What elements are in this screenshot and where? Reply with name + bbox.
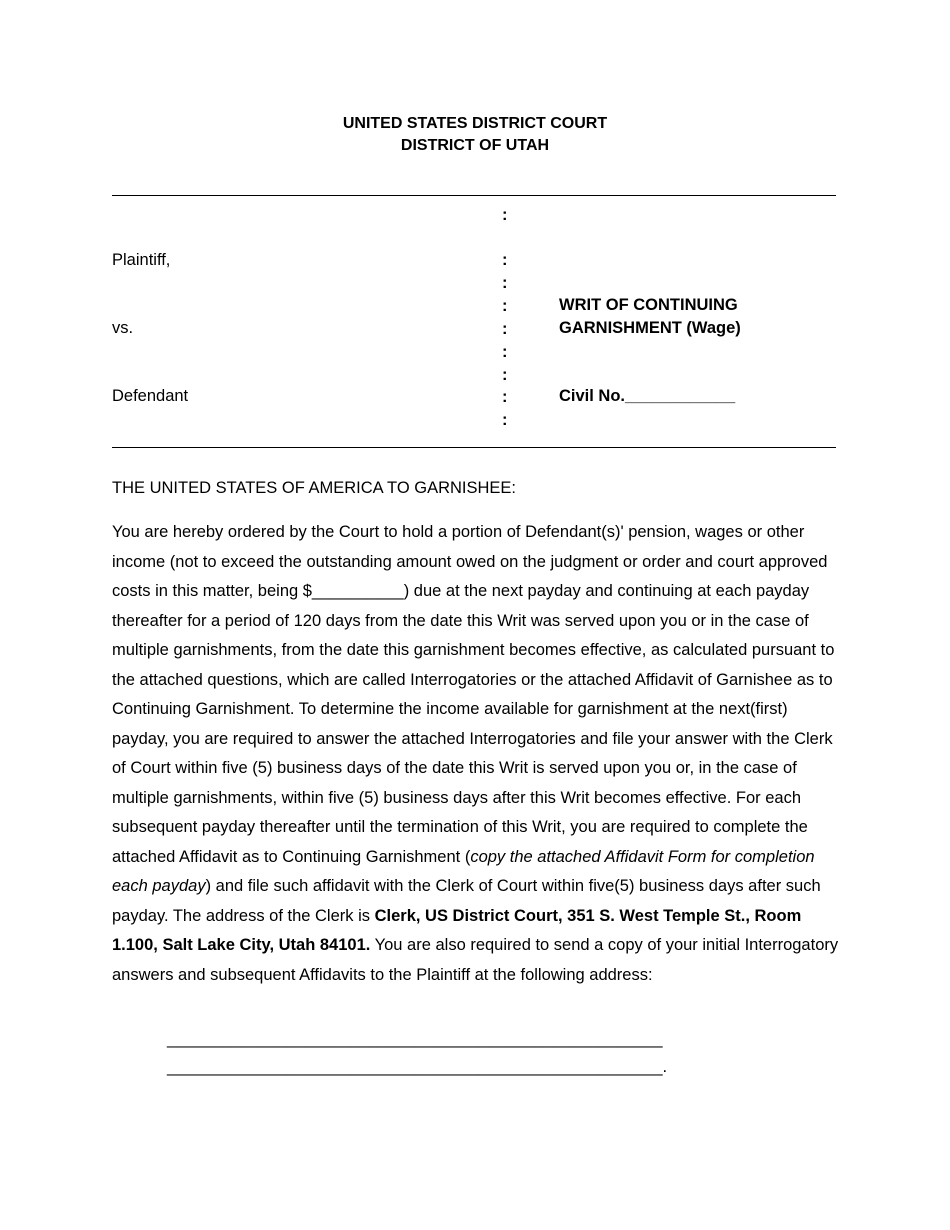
district-name: DISTRICT OF UTAH (400, 137, 550, 154)
court-name: UNITED STATES DISTRICT COURT (342, 115, 608, 132)
caption-separator: : (502, 388, 508, 406)
plaintiff-address-line: ______________________________________________________ (167, 1030, 663, 1048)
caption-top-rule (112, 195, 836, 196)
writ-title-line2: GARNISHMENT (Wage) (559, 319, 741, 337)
vs-label: vs. (112, 319, 134, 337)
caption-separator: : (502, 297, 508, 315)
plaintiff-label: Plaintiff, (112, 251, 171, 269)
writ-paragraph (112, 518, 842, 990)
paragraph-text: You are also required to send a copy of your initial Interrogatory answers and subsequent Affidavits to the Plaintiff at the following address: (112, 936, 839, 984)
civil-number-field: Civil No.____________ (559, 387, 736, 405)
caption-separator: : (502, 343, 508, 361)
writ-title-line1: WRIT OF CONTINUING (559, 296, 738, 314)
defendant-label: Defendant (112, 387, 189, 405)
caption-separator: : (502, 251, 508, 269)
caption-separator: : (502, 206, 508, 224)
caption-separator: : (502, 366, 508, 384)
caption-separator: : (502, 274, 508, 292)
caption-separator: : (502, 320, 508, 338)
paragraph-text: You are hereby ordered by the Court to hold a portion of Defendant(s)' pension, wages or other income (not to exceed the outstanding amount owed on the judgment or order and court approved costs in this matter, being $__________) due at the next payday and continuing at each payday thereafter for a period of 120 days from the date this Writ was served upon you or in the case of multiple garnishments, from the date this garnishment becomes effective, as calculated pursuant to the attached questions, which are called Interrogatories or the attached Affidavit of Garnishee as to Continuing Garnishment. To determine the income available for garnishment at the next(first) payday, you are required to answer the attached Interrogatories and file your answer with the Clerk of Court within five (5) business days of the date this Writ is served upon you or, in the case of multiple garnishments, within five (5) business days after this Writ becomes effective. For each subsequent payday thereafter until the termination of this Writ, you are required to complete the attached Affidavit as to Continuing Garnishment ( (112, 523, 835, 866)
addressee-line: THE UNITED STATES OF AMERICA TO GARNISHEE: (112, 479, 517, 497)
caption-separator: : (502, 411, 508, 429)
court-header (0, 113, 950, 157)
caption-bottom-rule (112, 447, 836, 448)
clerk-address: Clerk, US District Court, 351 S. West Temple St., Room 1.100, Salt Lake City, Utah 84101. (112, 906, 802, 954)
plaintiff-address-line: ______________________________________________________. (167, 1058, 668, 1076)
paragraph-text: ) and file such affidavit with the Clerk of Court within five(5) business days after such payday. The address of the Clerk is (112, 877, 821, 925)
paragraph-italic-text: copy the attached Affidavit Form for completion each payday (112, 847, 815, 895)
